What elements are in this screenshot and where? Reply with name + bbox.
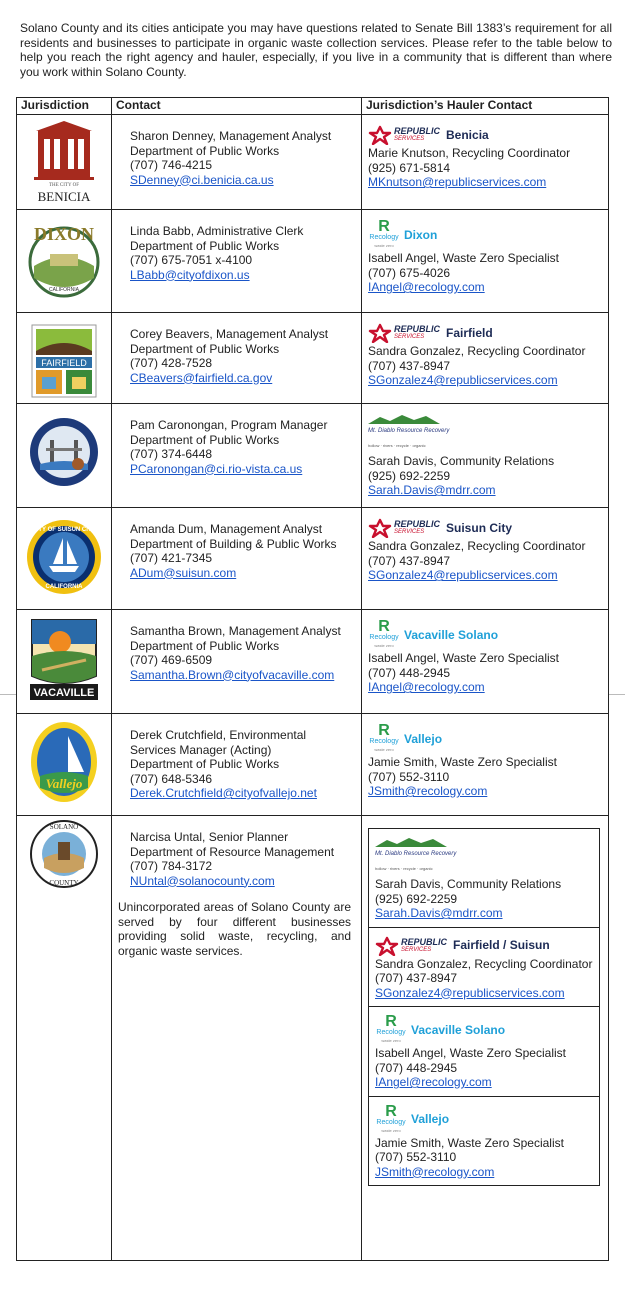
suisun-logo	[17, 518, 111, 599]
svg-text:SOLANO: SOLANO	[49, 823, 79, 831]
hauler-area-name: Dixon	[404, 227, 438, 242]
mt-diablo-resource-recovery-logo-icon: Mt. Diablo Resource Recovery hollow · rivers · recycle · organic	[375, 837, 456, 876]
hauler-email-link[interactable]: SGonzalez4@republicservices.com	[368, 568, 558, 582]
contact-cell	[112, 816, 362, 1261]
margin-guide-right	[609, 694, 625, 695]
hauler-email-link[interactable]: Sarah.Davis@mdrr.com	[375, 906, 503, 920]
hauler-area-name: Suisun City	[446, 520, 513, 535]
table-row	[17, 404, 609, 508]
county-hauler-list	[368, 828, 600, 1186]
table-row	[17, 115, 609, 210]
hauler-cell	[362, 404, 609, 508]
hauler-phone: (925) 692-2259	[375, 891, 458, 906]
jurisdiction-table	[16, 97, 609, 1261]
county-hauler-item	[369, 928, 599, 1008]
contact-department: Department of Public Works	[130, 341, 280, 356]
hauler-phone: (707) 448-2945	[375, 1060, 458, 1075]
contact-department: Department of Public Works	[130, 432, 280, 447]
contact-phone: (707) 374-6448	[130, 447, 213, 461]
contact-department: Department of Resource Management	[130, 844, 335, 859]
mdrr-brand	[375, 837, 595, 876]
svg-text:CITY OF SUISUN CITY: CITY OF SUISUN CITY	[32, 527, 96, 533]
solano-county-logo	[17, 818, 111, 893]
contact-email-link[interactable]: CBeavers@fairfield.ca.gov	[130, 370, 273, 385]
hauler-email-link[interactable]: JSmith@recology.com	[368, 784, 488, 798]
jurisdiction-cell	[17, 404, 112, 508]
hauler-phone: (707) 675-4026	[368, 265, 451, 280]
contact-email-link[interactable]: Derek.Crutchfield@cityofvallejo.net	[130, 786, 317, 800]
contact-cell	[112, 610, 362, 714]
contact-cell	[112, 714, 362, 816]
rio-vista-logo	[17, 414, 111, 493]
recology-logo-icon: R Recology waste zero	[369, 722, 399, 752]
jurisdiction-cell	[17, 313, 112, 404]
header-jurisdiction: Jurisdiction	[17, 98, 112, 115]
unincorporated-note: Unincorporated areas of Solano County are served by four different businesses providing solid waste, recycling, and organic waste services.	[118, 900, 351, 958]
mdrr-brand	[368, 414, 602, 453]
svg-text:THE CITY OF: THE CITY OF	[48, 183, 80, 188]
svg-text:VACAVILLE: VACAVILLE	[33, 687, 95, 699]
contact-cell	[112, 404, 362, 508]
fairfield-logo	[17, 323, 111, 402]
intro-paragraph: Solano County and its cities anticipate you may have questions related to Senate Bill 1383’s requirement for all residents and businesses to participate in organic waste collection services. Please refer to the table below to help you reach the right agency and hauler, especially, if you live in a community that is different than where you work within Solano County.	[20, 21, 612, 79]
republic-services-logo-icon: REPUBLIC SERVICES	[368, 518, 440, 538]
hauler-cell	[362, 816, 609, 1261]
contact-cell	[112, 210, 362, 313]
contact-email-link[interactable]: SDenney@ci.benicia.ca.us	[130, 172, 274, 187]
header-contact: Contact	[112, 98, 362, 115]
svg-text:CALIFORNIA: CALIFORNIA	[48, 287, 80, 293]
hauler-phone: (707) 437-8947	[368, 358, 451, 373]
contact-name: Pam Caronongan, Program Manager	[130, 418, 328, 432]
jurisdiction-cell	[17, 115, 112, 210]
republic-brand	[368, 323, 602, 343]
vacaville-logo	[17, 616, 111, 705]
margin-guide-left	[0, 694, 16, 695]
contact-department: Department of Public Works	[130, 238, 280, 253]
hauler-email-link[interactable]: IAngel@recology.com	[368, 680, 485, 694]
contact-name: Derek Crutchfield, Environmental Services Manager (Acting)	[130, 728, 307, 757]
hauler-contact-name: Isabell Angel, Waste Zero Specialist	[368, 651, 559, 665]
svg-text:DIXON: DIXON	[33, 224, 95, 244]
contact-department: Department of Public Works	[130, 143, 280, 158]
dixon-logo	[17, 218, 111, 305]
contact-name: Samantha Brown, Management Analyst	[130, 624, 341, 638]
jurisdiction-cell	[17, 714, 112, 816]
contact-phone: (707) 784-3172	[130, 859, 213, 873]
recology-brand	[368, 620, 602, 650]
table-row-county	[17, 816, 609, 1261]
republic-brand	[375, 936, 595, 956]
hauler-cell	[362, 508, 609, 610]
hauler-phone: (707) 552-3110	[368, 769, 450, 784]
table-row	[17, 210, 609, 313]
table-row	[17, 610, 609, 714]
hauler-contact-name: Isabell Angel, Waste Zero Specialist	[368, 251, 559, 265]
contact-phone: (707) 469-6509	[130, 653, 213, 667]
jurisdiction-cell	[17, 816, 112, 1261]
contact-cell	[112, 115, 362, 210]
hauler-contact-name: Jamie Smith, Waste Zero Specialist	[368, 755, 557, 769]
contact-name: Linda Babb, Administrative Clerk	[130, 224, 304, 238]
hauler-contact-name: Isabell Angel, Waste Zero Specialist	[375, 1046, 566, 1060]
hauler-area-name: Vacaville Solano	[411, 1022, 506, 1037]
hauler-email-link[interactable]: MKnutson@republicservices.com	[368, 175, 547, 189]
hauler-email-link[interactable]: IAngel@recology.com	[375, 1075, 492, 1089]
hauler-cell	[362, 313, 609, 404]
benicia-logo	[17, 119, 111, 208]
hauler-phone: (707) 552-3110	[375, 1150, 457, 1164]
svg-text:Vallejo: Vallejo	[45, 776, 83, 791]
hauler-area-name: Vallejo	[404, 731, 443, 746]
contact-phone: (707) 746-4215	[130, 158, 213, 172]
republic-services-logo-icon: REPUBLIC SERVICES	[368, 125, 440, 145]
recology-logo-icon: R Recology waste zero	[376, 1102, 406, 1133]
recology-brand	[368, 220, 602, 250]
vallejo-logo	[17, 718, 111, 807]
contact-phone: (707) 648-5346	[130, 771, 213, 786]
hauler-area-name: Vacaville Solano	[404, 627, 499, 642]
contact-email-link[interactable]: PCaronongan@ci.rio-vista.ca.us	[130, 461, 303, 476]
contact-name: Sharon Denney, Management Analyst	[130, 129, 332, 143]
hauler-phone: (707) 437-8947	[368, 553, 451, 568]
recology-logo-icon: R Recology waste zero	[369, 618, 399, 648]
svg-text:FAIRFIELD: FAIRFIELD	[41, 358, 87, 368]
contact-name: Corey Beavers, Management Analyst	[130, 327, 329, 341]
table-row	[17, 313, 609, 404]
contact-name: Narcisa Untal, Senior Planner	[130, 830, 289, 844]
hauler-cell	[362, 610, 609, 714]
recology-logo-icon: R Recology waste zero	[369, 218, 399, 248]
hauler-cell	[362, 210, 609, 313]
hauler-contact-name: Marie Knutson, Recycling Coordinator	[368, 146, 571, 160]
hauler-contact-name: Jamie Smith, Waste Zero Specialist	[375, 1135, 564, 1150]
hauler-cell	[362, 115, 609, 210]
recology-brand	[375, 1015, 595, 1045]
contact-department: Department of Public Works	[130, 757, 280, 771]
contact-cell	[112, 313, 362, 404]
contact-email-link[interactable]: LBabb@cityofdixon.us	[130, 267, 250, 282]
contact-email-link[interactable]: Samantha.Brown@cityofvacaville.com	[130, 667, 335, 682]
hauler-email-link[interactable]: JSmith@recology.com	[375, 1164, 495, 1179]
hauler-contact-name: Sarah Davis, Community Relations	[368, 454, 555, 468]
contact-department: Department of Building & Public Works	[130, 536, 337, 551]
svg-text:COUNTY: COUNTY	[49, 879, 79, 887]
republic-services-logo-icon: REPUBLIC SERVICES	[368, 323, 440, 343]
county-hauler-item	[369, 829, 599, 928]
republic-brand	[368, 518, 602, 538]
contact-name: Amanda Dum, Management Analyst	[130, 522, 323, 536]
contact-email-link[interactable]: ADum@suisun.com	[130, 565, 237, 580]
hauler-phone: (707) 437-8947	[375, 971, 458, 985]
header-hauler: Jurisdiction’s Hauler Contact	[362, 98, 609, 115]
contact-phone: (707) 421-7345	[130, 551, 213, 565]
contact-phone: (707) 428-7528	[130, 356, 213, 370]
hauler-email-link[interactable]: SGonzalez4@republicservices.com	[375, 985, 565, 1000]
hauler-cell	[362, 714, 609, 816]
hauler-phone: (925) 692-2259	[368, 468, 451, 483]
table-row	[17, 714, 609, 816]
contact-phone: (707) 675-7051 x-4100	[130, 253, 253, 267]
hauler-email-link[interactable]: Sarah.Davis@mdrr.com	[368, 483, 496, 497]
mt-diablo-resource-recovery-logo-icon: Mt. Diablo Resource Recovery hollow · rivers · recycle · organic	[368, 414, 449, 453]
contact-email-link[interactable]: NUntal@solanocounty.com	[130, 873, 275, 888]
svg-text:BENICIA: BENICIA	[37, 189, 91, 204]
table-header-row	[17, 98, 609, 115]
county-hauler-item	[369, 1097, 599, 1186]
hauler-phone: (925) 671-5814	[368, 160, 451, 175]
recology-logo-icon: R Recology waste zero	[376, 1013, 406, 1043]
jurisdiction-cell	[17, 610, 112, 714]
hauler-email-link[interactable]: IAngel@recology.com	[368, 280, 485, 294]
recology-brand	[375, 1102, 595, 1135]
hauler-contact-name: Sandra Gonzalez, Recycling Coordinator	[368, 344, 586, 358]
hauler-contact-name: Sandra Gonzalez, Recycling Coordinator	[375, 956, 593, 971]
hauler-area-name: Fairfield / Suisun	[453, 938, 550, 953]
republic-services-logo-icon: REPUBLIC SERVICES	[375, 936, 447, 956]
hauler-area-name: Fairfield	[446, 325, 493, 340]
jurisdiction-cell	[17, 210, 112, 313]
recology-brand	[368, 724, 602, 754]
hauler-area-name: Vallejo	[411, 1112, 450, 1127]
hauler-phone: (707) 448-2945	[368, 665, 451, 680]
contact-department: Department of Public Works	[130, 638, 280, 653]
hauler-email-link[interactable]: SGonzalez4@republicservices.com	[368, 373, 558, 387]
hauler-area-name: Benicia	[446, 127, 489, 142]
jurisdiction-cell	[17, 508, 112, 610]
county-hauler-item	[369, 1007, 599, 1097]
table-row	[17, 508, 609, 610]
republic-brand	[368, 125, 602, 145]
hauler-contact-name: Sarah Davis, Community Relations	[375, 877, 562, 891]
hauler-contact-name: Sandra Gonzalez, Recycling Coordinator	[368, 539, 586, 553]
contact-cell	[112, 508, 362, 610]
svg-text:CALIFORNIA: CALIFORNIA	[45, 584, 83, 590]
